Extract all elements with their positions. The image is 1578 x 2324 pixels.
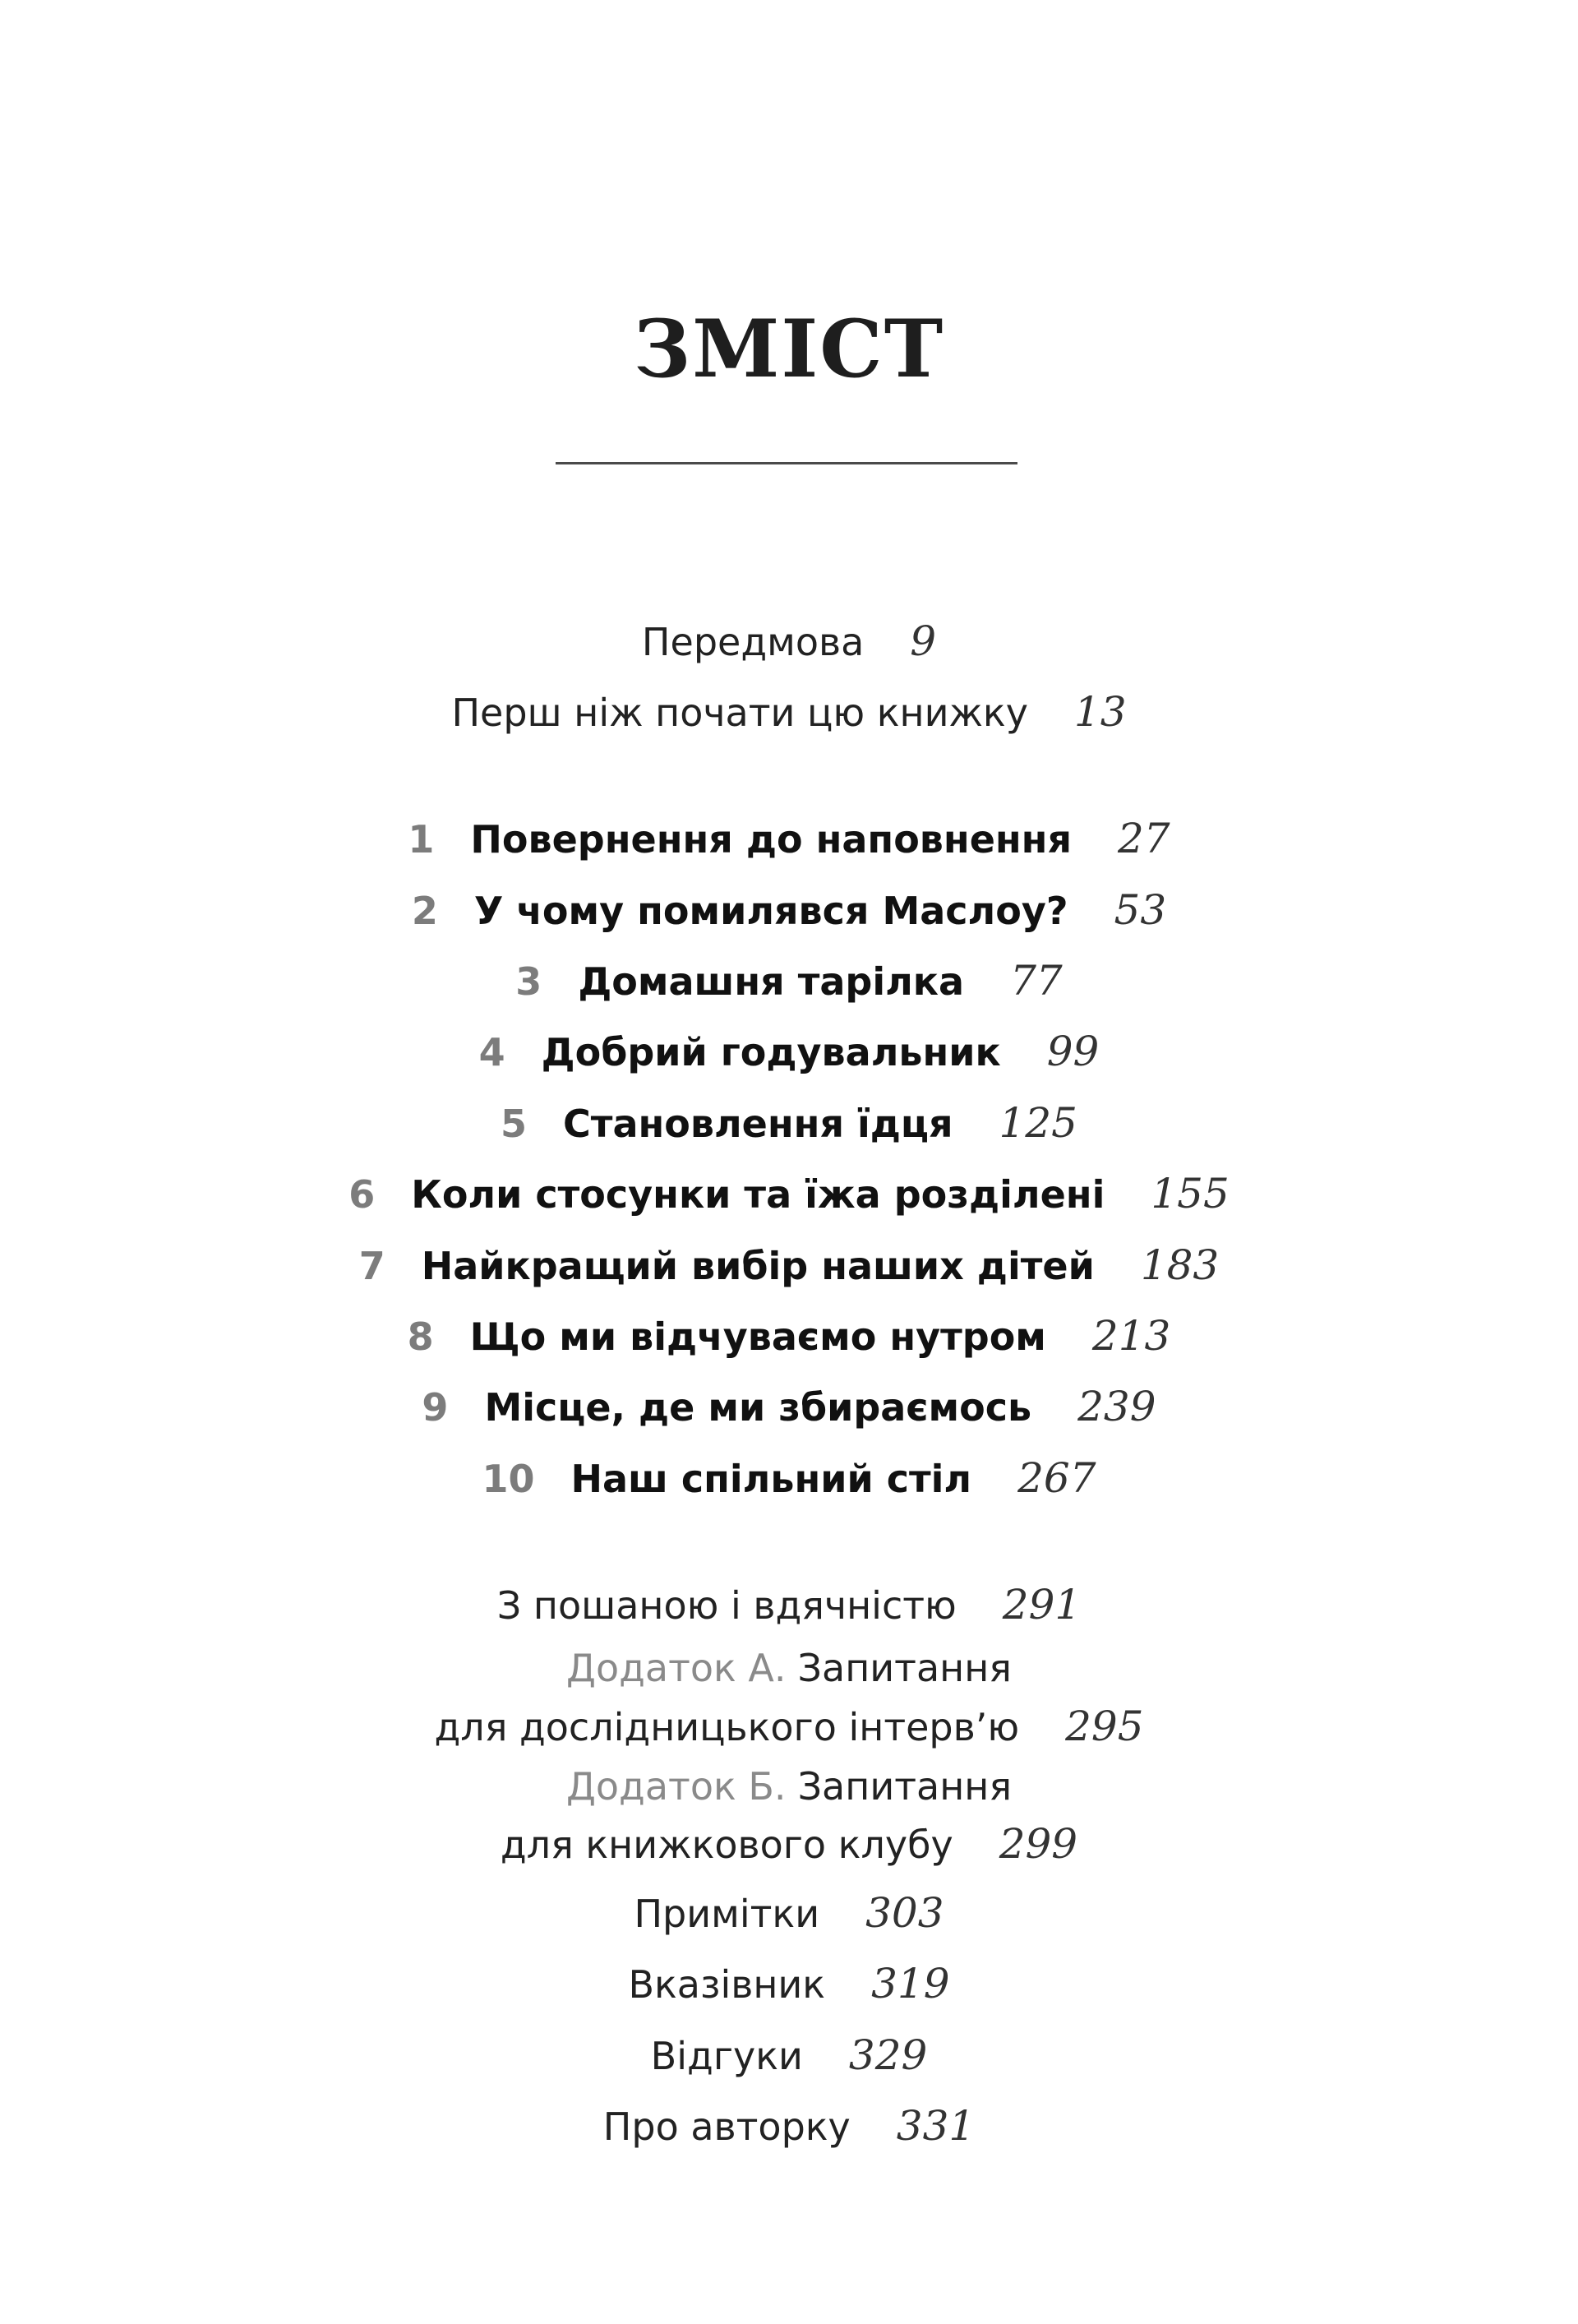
entry-label: Повернення до наповнення xyxy=(470,817,1072,862)
chapter-number: 3 xyxy=(515,959,542,1004)
entry-label: для книжкового клубу xyxy=(500,1823,953,1867)
entry-page: 99 xyxy=(1046,1028,1100,1075)
entry-page: 319 xyxy=(871,1960,950,2008)
entry-label: Місце, де ми збираємось xyxy=(484,1385,1032,1430)
entry-page: 155 xyxy=(1151,1170,1230,1217)
chapter-number: 9 xyxy=(422,1385,449,1430)
entry-page: 13 xyxy=(1073,688,1127,736)
entry-page: 53 xyxy=(1114,886,1167,934)
chapter-number: 7 xyxy=(358,1244,385,1288)
entry-page: 239 xyxy=(1077,1383,1156,1430)
entry-page: 77 xyxy=(1010,957,1063,1005)
entry-page: 267 xyxy=(1017,1454,1096,1502)
entry-page: 331 xyxy=(896,2102,976,2150)
chapter-number: 8 xyxy=(407,1314,434,1359)
entry-label: Коли стосунки та їжа розділені xyxy=(411,1172,1105,1217)
entry-page: 125 xyxy=(999,1099,1077,1147)
toc-entry-index[interactable] xyxy=(0,1959,1578,2008)
entry-label: Добрий годувальник xyxy=(541,1030,1001,1074)
entry-page: 299 xyxy=(999,1820,1078,1868)
toc-entry-chapter-10[interactable] xyxy=(0,1453,1578,1503)
chapter-number: 4 xyxy=(478,1030,505,1074)
toc-entry-chapter-9[interactable] xyxy=(0,1382,1578,1431)
entry-label: Наш спільний стіл xyxy=(570,1457,972,1501)
entry-label: Передмова xyxy=(641,620,865,664)
toc-entry-appendix-b-line1[interactable] xyxy=(0,1762,1578,1811)
entry-label: У чому помилявся Маслоу? xyxy=(473,889,1068,933)
toc-entry-chapter-8[interactable] xyxy=(0,1311,1578,1361)
toc-entry-appendix-b-line2[interactable] xyxy=(0,1819,1578,1869)
entry-page: 9 xyxy=(910,617,937,665)
appendix-prefix: Додаток Б. xyxy=(565,1764,787,1809)
toc-entry-chapter-5[interactable] xyxy=(0,1098,1578,1148)
entry-label: Вказівник xyxy=(628,1962,826,2007)
entry-page: 329 xyxy=(848,2031,928,2079)
entry-label: Примітки xyxy=(634,1892,820,1936)
chapter-number: 1 xyxy=(408,817,435,862)
entry-label: Становлення їдця xyxy=(563,1102,953,1146)
chapter-number: 10 xyxy=(482,1457,535,1501)
toc-entry-acknowledgments[interactable] xyxy=(0,1580,1578,1629)
toc-entry-chapter-7[interactable] xyxy=(0,1241,1578,1290)
entry-label: Домашня тарілка xyxy=(578,959,965,1004)
entry-label: Перш ніж почати цю книжку xyxy=(451,691,1028,735)
entry-label: Запитання xyxy=(797,1646,1012,1690)
entry-label: Запитання xyxy=(797,1764,1013,1809)
title-divider xyxy=(556,462,1017,464)
entry-label: Що ми відчуваємо нутром xyxy=(469,1314,1046,1359)
toc-entry-chapter-2[interactable] xyxy=(0,885,1578,935)
entry-label: Найкращий вибір наших дітей xyxy=(421,1244,1095,1288)
entry-label: З пошаною і вдячністю xyxy=(496,1583,957,1628)
entry-page: 295 xyxy=(1065,1703,1144,1750)
entry-label: Про авторку xyxy=(602,2105,851,2149)
toc-entry-chapter-6[interactable] xyxy=(0,1169,1578,1218)
entry-label: Відгуки xyxy=(650,2034,803,2078)
chapter-number: 5 xyxy=(501,1102,528,1146)
entry-page: 27 xyxy=(1118,815,1170,862)
toc-entry-about-author[interactable] xyxy=(0,2101,1578,2151)
toc-entry-chapter-3[interactable] xyxy=(0,956,1578,1005)
entry-page: 291 xyxy=(1002,1581,1082,1629)
toc-entry-appendix-a-line1[interactable] xyxy=(0,1643,1578,1693)
toc-entry-notes[interactable] xyxy=(0,1888,1578,1938)
toc-entry-reviews[interactable] xyxy=(0,2031,1578,2080)
toc-entry-chapter-4[interactable] xyxy=(0,1027,1578,1076)
chapter-number: 6 xyxy=(348,1172,376,1217)
page-title: ЗМІСТ xyxy=(633,303,945,395)
entry-label: для дослідницького інтерв’ю xyxy=(434,1705,1020,1749)
appendix-prefix: Додаток А. xyxy=(566,1646,787,1690)
toc-entry-before-you-begin[interactable] xyxy=(0,687,1578,737)
toc-entry-foreword[interactable] xyxy=(0,617,1578,666)
entry-page: 303 xyxy=(865,1889,944,1937)
chapter-number: 2 xyxy=(411,889,438,933)
entry-page: 213 xyxy=(1091,1312,1171,1360)
toc-entry-chapter-1[interactable] xyxy=(0,814,1578,863)
toc-entry-appendix-a-line2[interactable] xyxy=(0,1702,1578,1751)
entry-page: 183 xyxy=(1140,1241,1220,1289)
